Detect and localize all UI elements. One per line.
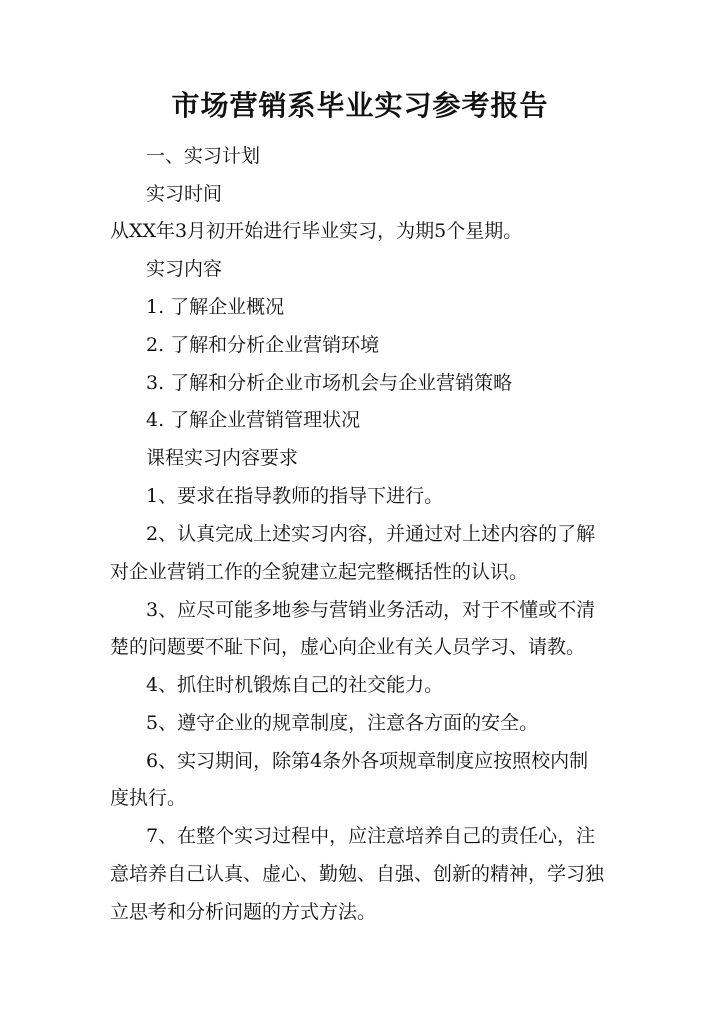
requirement-2-line-2: 对企业营销工作的全貌建立起完整概括性的认识。 (110, 561, 529, 583)
list-item-3: 3. 了解和分析企业市场机会与企业营销策略 (146, 372, 513, 394)
subheading-content: 实习内容 (146, 258, 223, 280)
requirement-7-line-2: 意培养自己认真、虚心、勤勉、自强、创新的精神，学习独 (110, 863, 605, 885)
list-item-1: 1. 了解企业概况 (146, 296, 285, 318)
requirement-6-line-2: 度执行。 (110, 787, 187, 809)
subheading-requirements: 课程实习内容要求 (146, 447, 299, 469)
subheading-time: 实习时间 (146, 183, 223, 205)
requirement-6-line-1: 6、实习期间，除第4条外各项规章制度应按照校内制 (146, 750, 589, 772)
requirement-7-line-1: 7、在整个实习过程中，应注意培养自己的责任心，注 (146, 825, 596, 847)
requirement-2-line-1: 2、认真完成上述实习内容，并通过对上述内容的了解 (146, 523, 596, 545)
list-item-2: 2. 了解和分析企业营销环境 (146, 334, 380, 356)
paragraph-time: 从XX年3月初开始进行毕业实习，为期5个星期。 (110, 220, 523, 242)
requirement-4: 4、抓住时机锻炼自己的社交能力。 (146, 674, 444, 696)
document-title: 市场营销系毕业实习参考报告 (171, 89, 549, 122)
requirement-7-line-3: 立思考和分析问题的方式方法。 (110, 901, 377, 923)
requirement-5: 5、遵守企业的规章制度，注意各方面的安全。 (146, 712, 539, 734)
section-heading-plan: 一、实习计划 (146, 145, 261, 167)
requirement-1: 1、要求在指导教师的指导下进行。 (146, 485, 444, 507)
requirement-3-line-2: 楚的问题要不耻下问，虚心向企业有关人员学习、请教。 (110, 636, 586, 658)
list-item-4: 4. 了解企业营销管理状况 (146, 409, 361, 431)
requirement-3-line-1: 3、应尽可能多地参与营销业务活动，对于不懂或不清 (146, 599, 596, 621)
